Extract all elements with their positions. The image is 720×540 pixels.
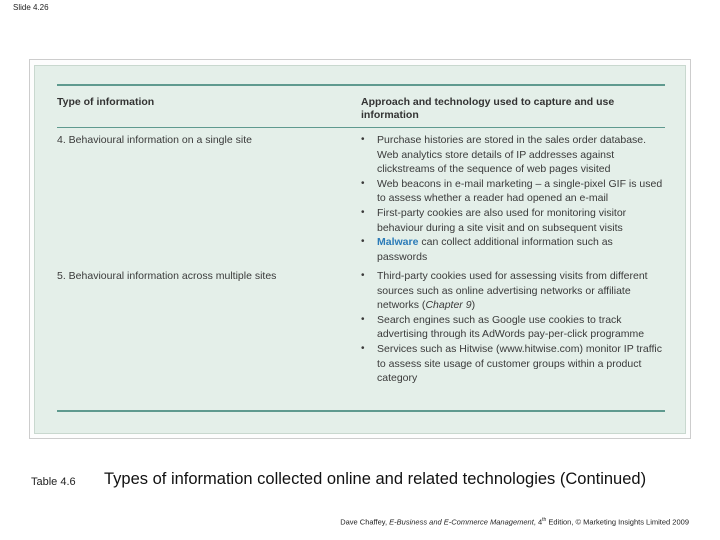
table-number: Table 4.6 xyxy=(31,476,76,488)
header-type-of-information: Type of information xyxy=(57,96,155,108)
bullet-item xyxy=(361,313,663,342)
bullet-text-tail: ) xyxy=(471,299,476,312)
bullet-dot-icon: • xyxy=(361,236,365,248)
bullet-text: First-party cookies are also used for monitoring visitor behaviour during a site visit and on subsequent visits xyxy=(377,206,627,234)
bullet-item xyxy=(361,177,663,206)
footer-book-title: E-Business and E-Commerce Management xyxy=(389,517,534,527)
bullet-text: Third-party cookies used for assessing visits from different sources such as online advertising networks or affiliate networks ( xyxy=(377,270,648,312)
bottom-rule xyxy=(57,410,665,412)
bullet-text-tail: can collect additional information such as passwords xyxy=(377,236,613,263)
bullet-text: Purchase histories are stored in the sales order database. Web analytics store details of IP addresses against clickstreams of the sequence of web pages visited xyxy=(377,134,647,176)
bullet-dot-icon: • xyxy=(361,342,365,354)
row-5-label: 5. Behavioural information across multiple sites xyxy=(57,270,277,282)
bullet-highlight-term: Malware xyxy=(377,236,419,249)
row-4-bullet-list xyxy=(361,133,663,264)
row-4-label: 4. Behavioural information on a single site xyxy=(57,134,252,146)
header-approach-line2: information xyxy=(361,109,419,121)
bullet-dot-icon: • xyxy=(361,177,365,189)
bullet-item xyxy=(361,133,663,177)
bullet-text: Search engines such as Google use cookies to track advertising through its AdWords pay-per-click programme xyxy=(377,313,645,341)
header-approach-technology xyxy=(361,96,661,122)
bullet-dot-icon: • xyxy=(361,134,365,145)
table-image-frame xyxy=(29,59,691,439)
row-5-bullet-list xyxy=(361,269,663,386)
footer-edition: , 4 xyxy=(533,517,543,527)
footer-author: Dave Chaffey, xyxy=(340,517,390,527)
bullet-dot-icon: • xyxy=(361,270,365,281)
bullet-item xyxy=(361,269,663,313)
bullet-item xyxy=(361,342,663,386)
table-caption: Types of information collected online and related technologies (Continued) xyxy=(104,470,647,488)
header-rule xyxy=(57,127,665,128)
table-panel xyxy=(34,65,686,434)
header-approach-line1: Approach and technology used to capture and use xyxy=(361,96,615,108)
bullet-item xyxy=(361,235,663,264)
bullet-text: Web beacons in e-mail marketing – a single-pixel GIF is used to assess whether a reader had opened an e-mail xyxy=(377,177,663,205)
slide-number: Slide 4.26 xyxy=(13,3,49,12)
bullet-dot-icon: • xyxy=(361,206,365,218)
bullet-dot-icon: • xyxy=(361,313,365,325)
bullet-item xyxy=(361,206,663,235)
bullet-italic-ref: Chapter 9 xyxy=(425,299,472,312)
footer-citation xyxy=(340,517,689,527)
footer-copyright: Edition, © Marketing Insights Limited 2009 xyxy=(546,517,689,527)
bullet-text: Services such as Hitwise (www.hitwise.com) monitor IP traffic to assess site usage of customer groups within a product category xyxy=(377,342,662,385)
footer-edition-sup: th xyxy=(542,517,547,523)
top-rule xyxy=(57,84,665,86)
